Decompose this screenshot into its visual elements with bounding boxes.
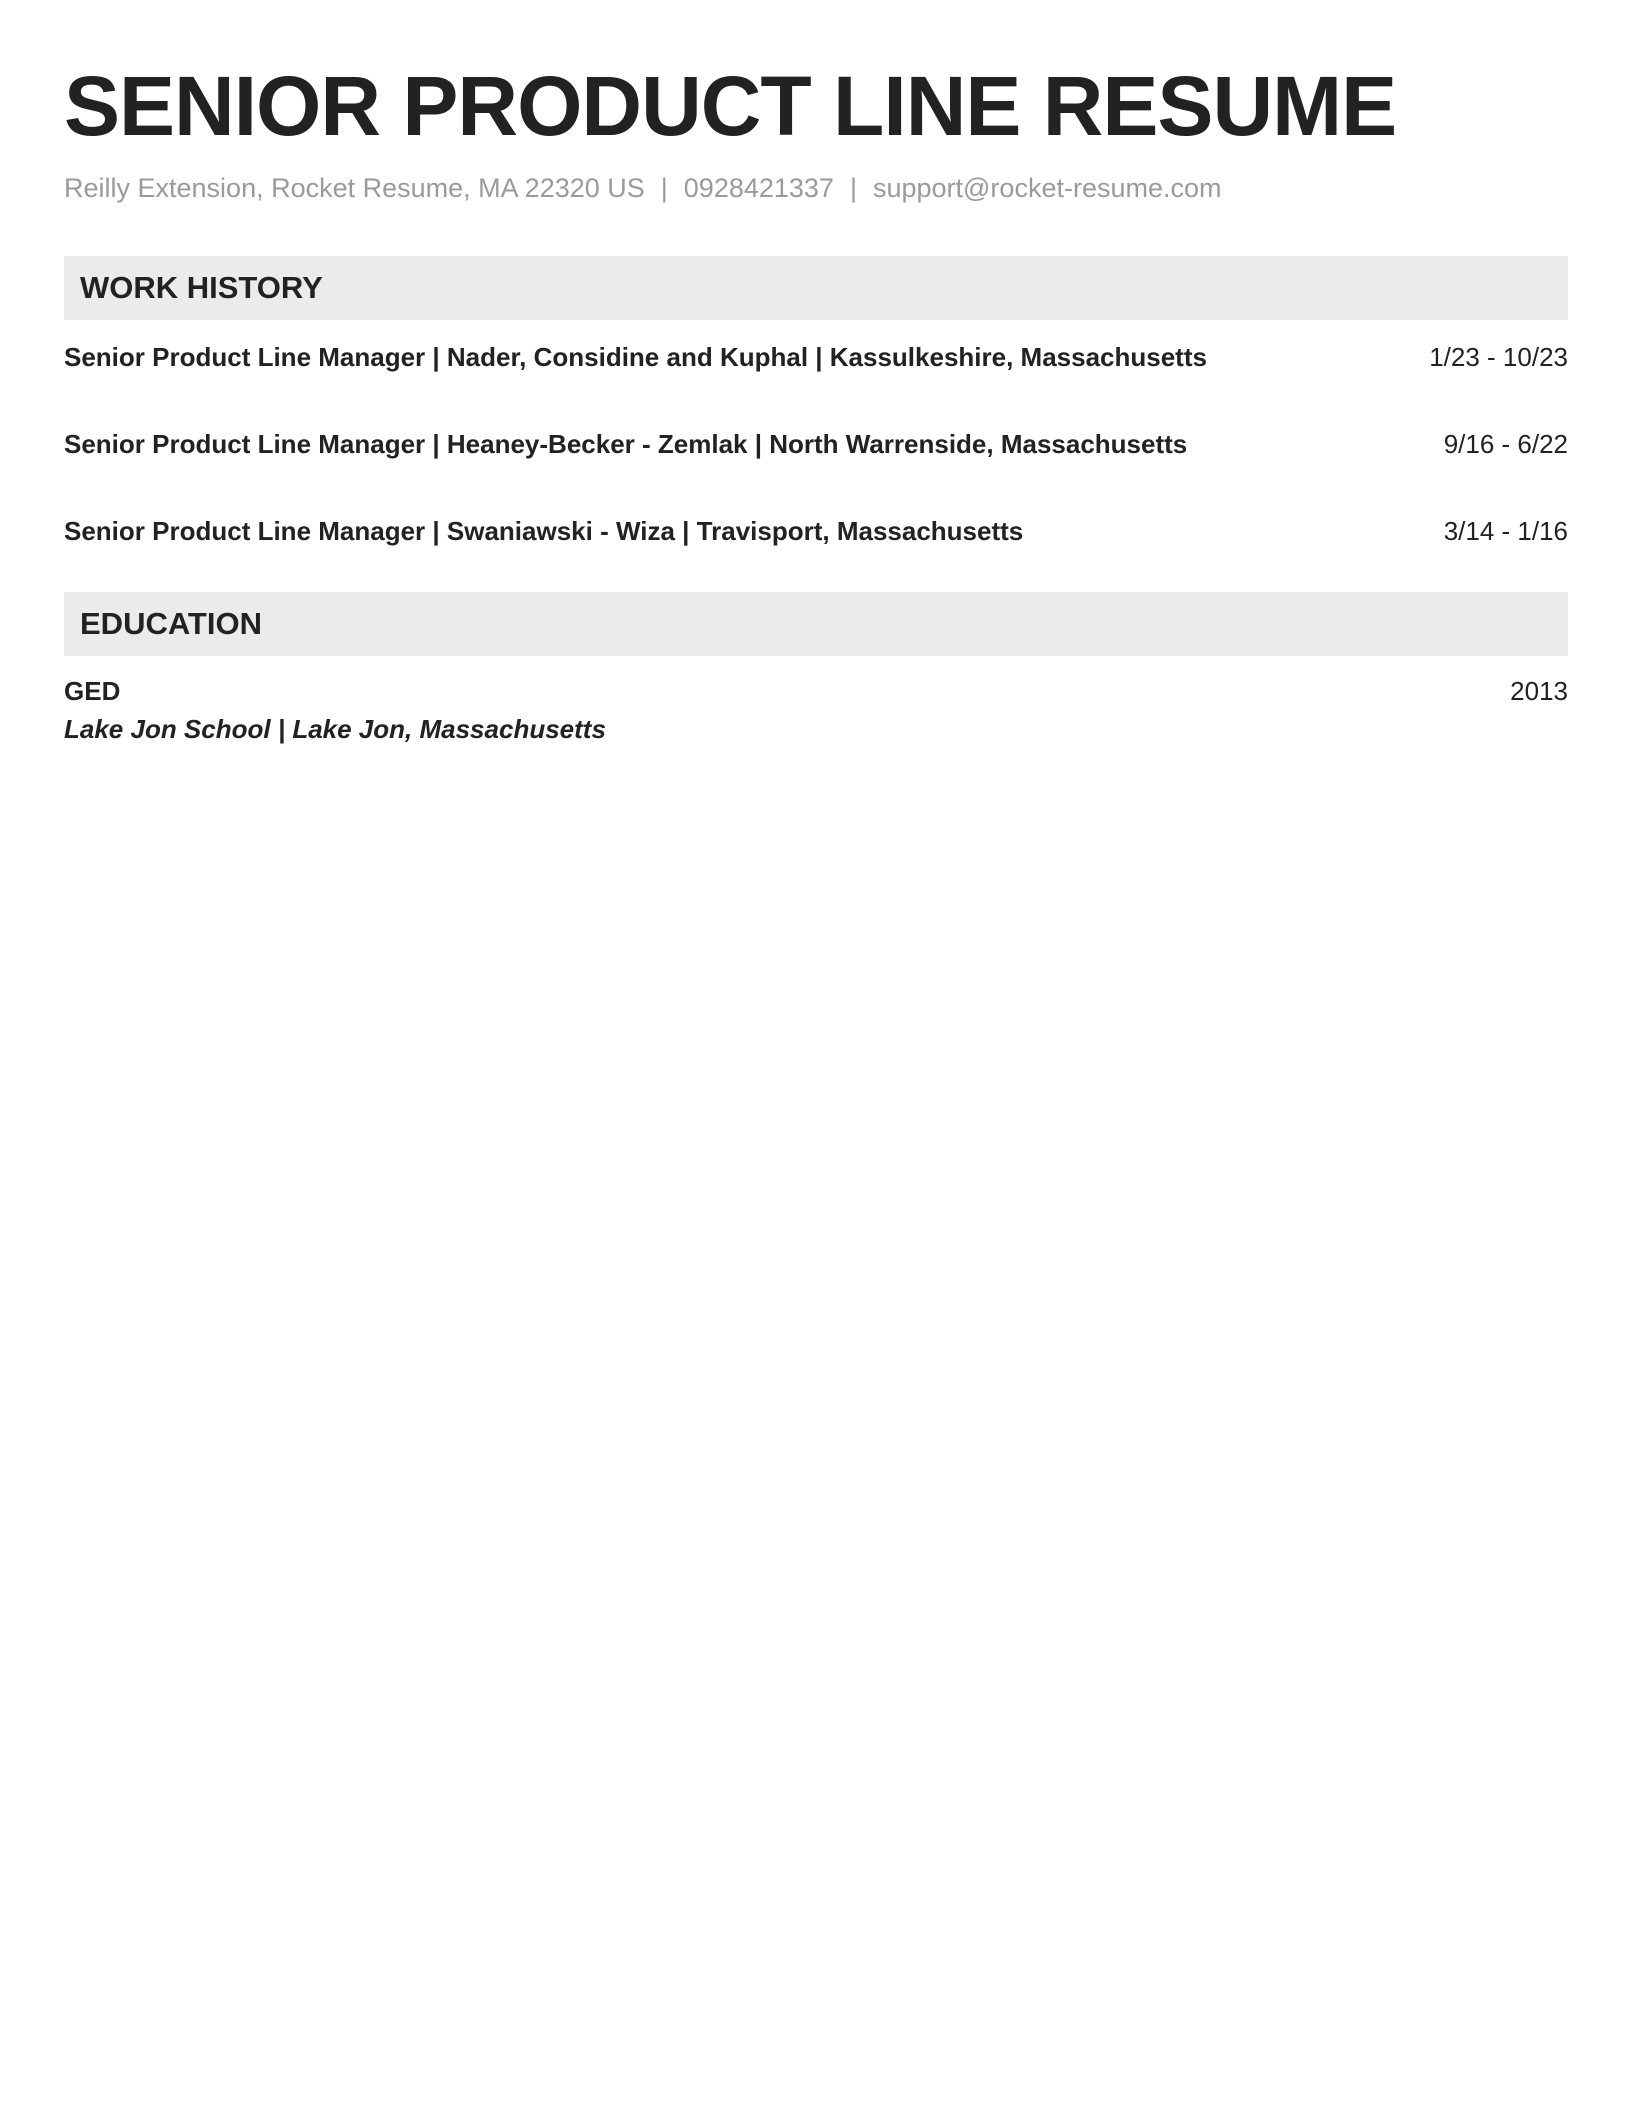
job-dates: 9/16 - 6/22 (1443, 429, 1568, 459)
job-entry (64, 427, 1568, 461)
contact-phone: 0928421337 (683, 173, 834, 203)
contact-separator: | (849, 173, 857, 203)
job-dates: 1/23 - 10/23 (1429, 342, 1568, 372)
contact-separator: | (660, 173, 668, 203)
job-title-line: Senior Product Line Manager | Swaniawski - Wiza | Travisport, Massachusetts (64, 516, 1024, 546)
resume-title: SENIOR PRODUCT LINE RESUME (64, 59, 1397, 153)
education-year: 2013 (1510, 676, 1568, 706)
job-title-line: Senior Product Line Manager | Heaney-Becker - Zemlak | North Warrenside, Massachusetts (64, 429, 1188, 459)
contact-address: Reilly Extension, Rocket Resume, MA 22320 US (64, 173, 645, 203)
contact-line (64, 170, 1568, 206)
education-entry (64, 674, 1568, 708)
job-entry (64, 514, 1568, 548)
education-degree: GED (64, 676, 121, 706)
contact-email: support@rocket-resume.com (872, 173, 1222, 203)
work-history-heading: WORK HISTORY (64, 256, 1568, 320)
education-school: Lake Jon School | Lake Jon, Massachusetts (64, 714, 606, 744)
education-heading: EDUCATION (64, 592, 1568, 656)
job-entry (64, 340, 1568, 374)
job-title-line: Senior Product Line Manager | Nader, Considine and Kuphal | Kassulkeshire, Massachusetts (64, 342, 1207, 372)
job-dates: 3/14 - 1/16 (1443, 516, 1568, 546)
